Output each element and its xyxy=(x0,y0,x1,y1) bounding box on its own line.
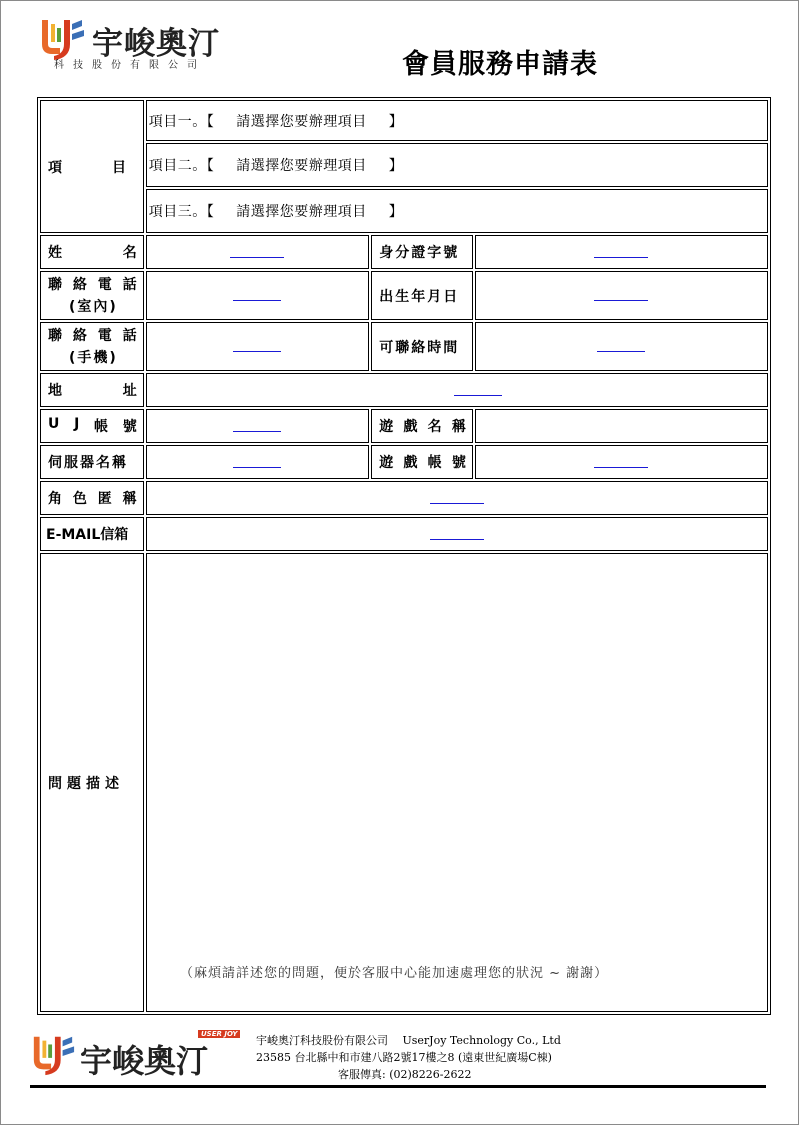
contact-time-field[interactable] xyxy=(475,322,768,371)
server-name-blank[interactable] xyxy=(233,457,281,468)
contact-time-label: 可聯絡時間 xyxy=(371,322,473,371)
email-blank[interactable] xyxy=(430,529,484,540)
game-account-label: 遊 戲 帳 號 xyxy=(371,445,473,479)
items-label: 項 目 xyxy=(40,100,144,233)
description-note: （麻煩請詳述您的問題，便於客服中心能加速處理您的狀況 ~ 謝謝） xyxy=(180,966,609,981)
character-name-field[interactable] xyxy=(146,481,768,515)
name-field[interactable] xyxy=(146,235,370,269)
address-label: 地 址 xyxy=(40,373,144,407)
footer-logo xyxy=(30,1030,245,1080)
item-row-1[interactable]: 項目一。【 請選擇您要辦理項目 】 xyxy=(146,100,768,141)
description-field[interactable] xyxy=(146,553,768,1012)
id-number-blank[interactable] xyxy=(594,247,648,258)
phone-mobile-field[interactable] xyxy=(146,322,370,371)
contact-time-blank[interactable] xyxy=(597,341,645,352)
phone-home-label: 聯 絡 電 話 (室內) xyxy=(40,271,144,320)
email-label: E-MAIL信箱 xyxy=(40,517,144,551)
footer-logo-badge: USER JOY xyxy=(198,1030,240,1038)
footer-divider xyxy=(30,1085,766,1088)
logo-subtitle: 科技股份有限公司 xyxy=(54,60,206,71)
uj-account-field[interactable] xyxy=(146,409,370,443)
item-select-1[interactable]: 請選擇您要辦理項目 xyxy=(236,113,367,130)
game-name-field[interactable] xyxy=(475,409,768,443)
birthday-blank[interactable] xyxy=(594,290,648,301)
item-select-3[interactable]: 請選擇您要辦理項目 xyxy=(236,204,367,220)
birthday-label: 出生年月日 xyxy=(371,271,473,320)
game-name-label: 遊 戲 名 稱 xyxy=(371,409,473,443)
birthday-field[interactable] xyxy=(475,271,768,320)
id-number-field[interactable] xyxy=(475,235,768,269)
phone-mobile-blank[interactable] xyxy=(233,341,281,352)
name-blank[interactable] xyxy=(230,247,284,258)
server-name-label: 伺服器名稱 xyxy=(40,445,144,479)
id-number-label: 身分證字號 xyxy=(371,235,473,269)
footer-logo-name: 宇峻奧汀 xyxy=(80,1042,209,1080)
uj-account-label: U J 帳 號 xyxy=(40,409,144,443)
application-form xyxy=(37,97,771,1015)
name-label: 姓 名 xyxy=(40,235,144,269)
item-row-3[interactable]: 項目三。【 請選擇您要辦理項目 】 xyxy=(146,189,768,233)
game-account-blank[interactable] xyxy=(594,457,648,468)
footer-fax: 客服傳真: (02)8226-2622 xyxy=(338,1068,472,1081)
phone-home-field[interactable] xyxy=(146,271,370,320)
server-name-field[interactable] xyxy=(146,445,370,479)
phone-mobile-label: 聯 絡 電 話 (手機) xyxy=(40,322,144,371)
logo-mark-icon xyxy=(38,18,86,60)
phone-home-blank[interactable] xyxy=(233,290,281,301)
item-row-2[interactable]: 項目二。【 請選擇您要辦理項目 】 xyxy=(146,143,768,187)
company-logo xyxy=(38,14,298,72)
footer-company: 宇峻奧汀科技股份有限公司 UserJoy Technology Co., Ltd xyxy=(256,1034,561,1047)
footer-logo-mark-icon xyxy=(30,1034,76,1076)
page-title: 會員服務申請表 xyxy=(402,49,598,80)
email-field[interactable] xyxy=(146,517,768,551)
uj-account-blank[interactable] xyxy=(233,421,281,432)
logo-name: 宇峻奧汀 xyxy=(92,26,220,62)
character-name-label: 角 色 匿 稱 xyxy=(40,481,144,515)
description-label: 問題描述 xyxy=(40,553,144,1012)
footer-address: 23585 台北縣中和市建八路2號17樓之8 (遠東世紀廣場C棟) xyxy=(256,1051,552,1064)
address-field[interactable] xyxy=(146,373,768,407)
character-name-blank[interactable] xyxy=(430,493,484,504)
address-blank[interactable] xyxy=(454,385,502,396)
item-select-2[interactable]: 請選擇您要辦理項目 xyxy=(236,158,367,174)
footer-info xyxy=(256,1032,561,1083)
game-account-field[interactable] xyxy=(475,445,768,479)
